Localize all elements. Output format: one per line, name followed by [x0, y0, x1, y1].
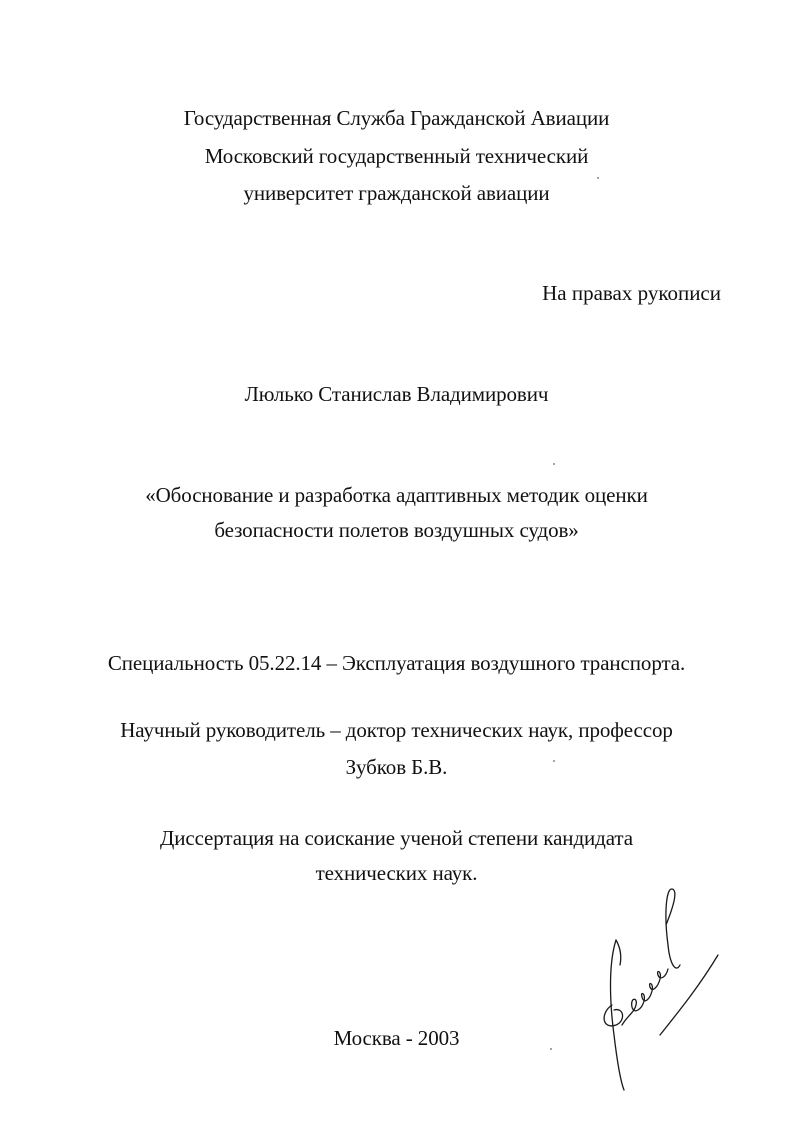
manuscript-note: На правах рукописи: [542, 281, 721, 305]
signature-image: [590, 885, 730, 1100]
city-year: Москва - 2003: [333, 1026, 460, 1050]
organization-line-2: Московский государственный технический: [204, 144, 589, 168]
scan-speck: [553, 760, 555, 762]
organization-line-3: университет гражданской авиации: [243, 181, 550, 205]
scan-speck: [597, 177, 599, 179]
degree-line-2: технических наук.: [315, 861, 478, 885]
scan-speck: [550, 1048, 552, 1050]
degree-line-1: Диссертация на соискание ученой степени кандидата: [160, 826, 633, 850]
dissertation-title-line-2: безопасности полетов воздушных судов»: [214, 518, 579, 542]
scan-speck: [553, 463, 555, 465]
dissertation-title-line-1: «Обоснование и разработка адаптивных методик оценки: [145, 483, 648, 507]
supervisor-line-1: Научный руководитель – доктор технических наук, профессор: [120, 718, 673, 742]
organization-line-1: Государственная Служба Гражданской Авиации: [183, 106, 610, 130]
specialty-line: Специальность 05.22.14 – Эксплуатация воздушного транспорта.: [107, 651, 686, 675]
supervisor-name: Зубков Б.В.: [345, 755, 448, 779]
author-name: Люлько Станислав Владимирович: [244, 382, 549, 406]
